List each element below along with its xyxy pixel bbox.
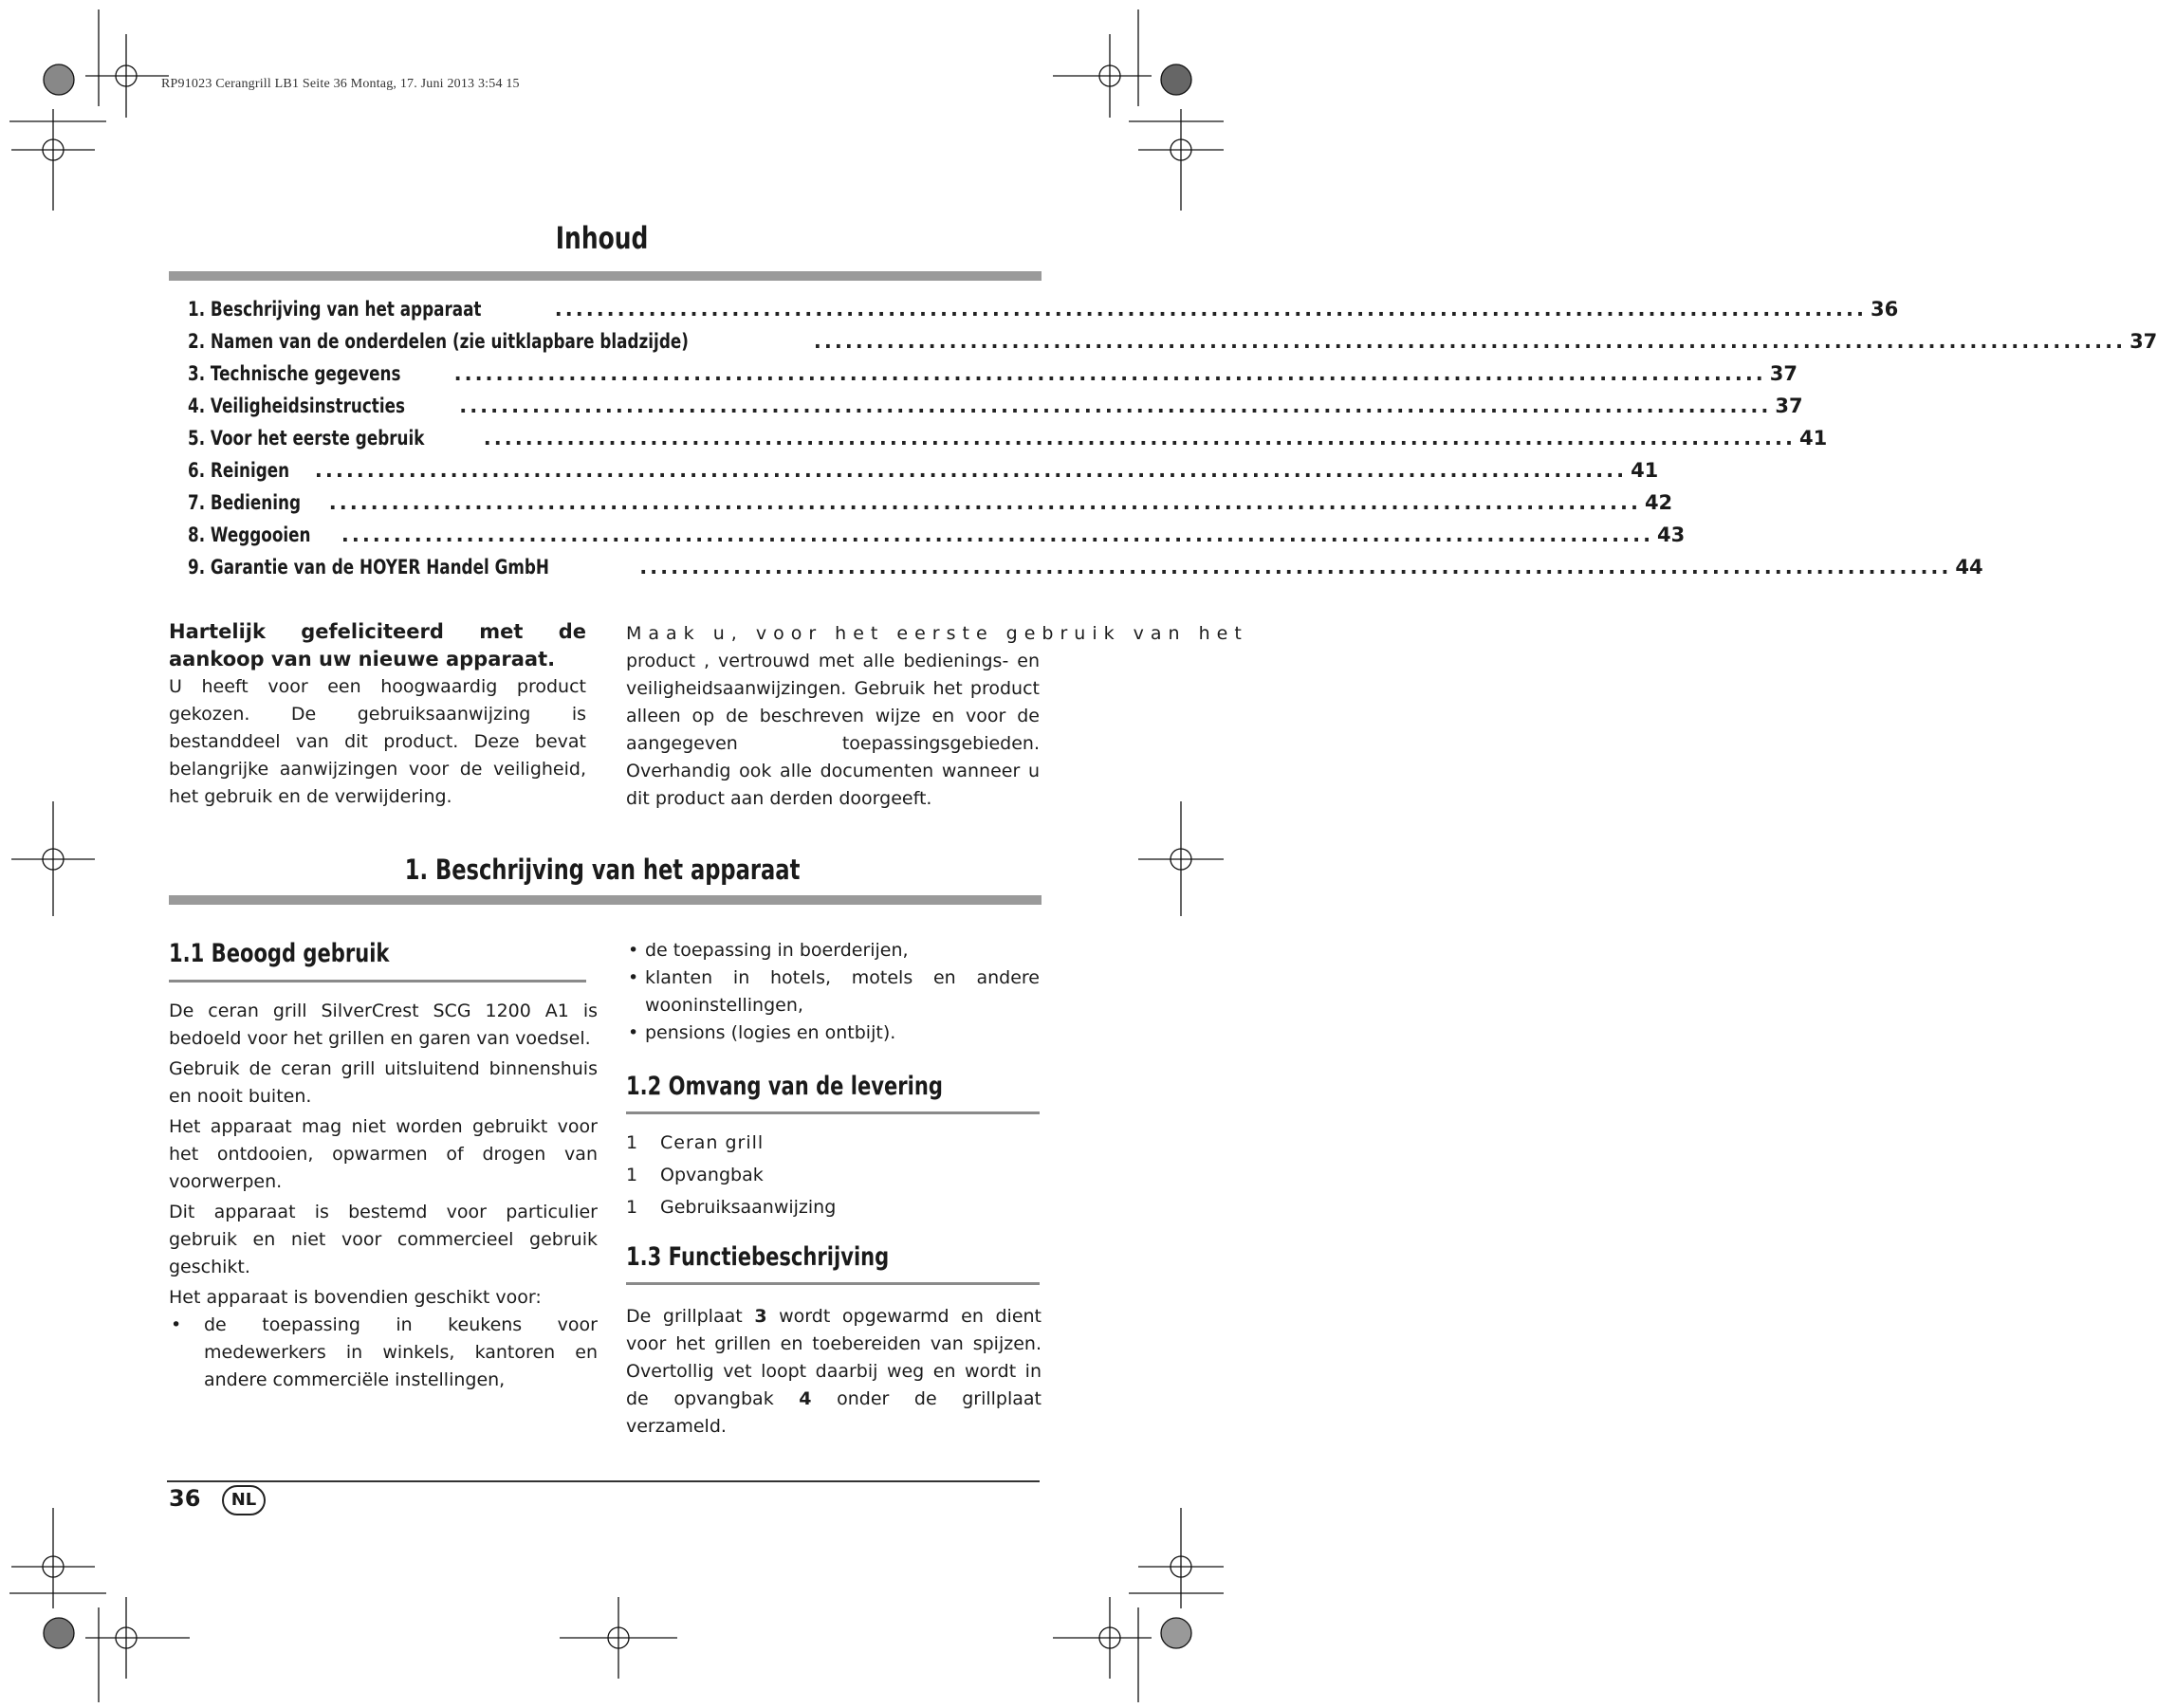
list-item: • de toepassing in keukens voor medewerkers in winkels, kantoren en andere commerciële instellingen, xyxy=(169,1312,598,1394)
paragraph: De ceran grill SilverCrest SCG 1200 A1 is bedoeld voor het grillen en garen van voedsel. xyxy=(169,1001,598,1049)
intro-right xyxy=(626,620,1248,813)
intro-right-text: product , vertrouwd met alle bedienings- en veiligheidsaanwijzingen. Gebruik het product alleen op de beschreven wijze en voor de aangegeven toepassingsgebieden. Overhandig ook alle documenten wanneer u dit product aan derden doorgeeft. xyxy=(626,651,1040,809)
language-badge: NL xyxy=(222,1485,266,1515)
toc-label: 8. Weggooien xyxy=(188,523,311,546)
page-number: 36 xyxy=(169,1485,201,1512)
section-1-1-body xyxy=(169,998,598,1394)
toc-entry[interactable]: 9. Garantie van de HOYER Handel GmbH .............................................................................................................................. 44 xyxy=(188,556,1983,579)
footer-rule xyxy=(167,1480,1040,1482)
page-title: Inhoud xyxy=(556,220,649,256)
intro-right-first: Maak u, voor het eerste gebruik van het xyxy=(626,623,1248,644)
toc-label: 7. Bediening xyxy=(188,491,302,514)
section-1-3-body xyxy=(626,1303,1042,1441)
toc-label: 6. Reinigen xyxy=(188,459,290,482)
list-item: 1 Opvangbak xyxy=(626,1164,764,1185)
paragraph: De grillplaat 3 wordt opgewarmd en dient voor het grillen en toebereiden van spijzen. Overtollig vet loopt daarbij weg en wordt in de opvangbak 4 onder de grillplaat verzameld. xyxy=(626,1306,1042,1437)
heading-rule xyxy=(626,1111,1040,1114)
table-of-contents xyxy=(188,298,2157,588)
intro-left-text: U heeft voor een hoogwaardig product gekozen. De gebruiksaanwijzing is bestanddeel van dit product. Deze bevat belangrijke aanwijzingen voor de veiligheid, het gebruik en de verwijdering. xyxy=(169,676,586,807)
toc-label: 3. Technische gegevens xyxy=(188,362,401,385)
title-bar xyxy=(169,271,1042,281)
toc-label: 4. Veiligheidsinstructies xyxy=(188,395,405,417)
toc-label: 2. Namen van de onderdelen (zie uitklapbare bladzijde) xyxy=(188,330,689,353)
toc-page: 37 xyxy=(1769,362,1798,385)
toc-entry[interactable]: 6. Reinigen .............................................................................................................................. 41 xyxy=(188,459,1659,482)
intro-left xyxy=(169,618,586,811)
heading-rule xyxy=(169,980,586,983)
paragraph: Gebruik de ceran grill uitsluitend binnenshuis en nooit buiten. xyxy=(169,1058,598,1107)
toc-page: 44 xyxy=(1955,556,1983,579)
toc-page: 41 xyxy=(1631,459,1659,482)
heading-rule xyxy=(626,1282,1040,1285)
toc-page: 37 xyxy=(1775,395,1803,417)
toc-page: 42 xyxy=(1644,491,1673,514)
paragraph: Het apparaat is bovendien geschikt voor: xyxy=(169,1287,542,1308)
section-1-1-cont xyxy=(626,937,1040,1047)
list-item: • pensions (logies en ontbijt). xyxy=(626,1019,1040,1047)
bullet-list xyxy=(626,964,1040,1047)
toc-entry[interactable]: 7. Bediening .............................................................................................................................. 42 xyxy=(188,491,1673,514)
heading-1-1: 1.1 Beoogd gebruik xyxy=(169,939,390,968)
toc-entry[interactable]: 2. Namen van de onderdelen (zie uitklapbare bladzijde) .............................................................................................................................. 37 xyxy=(188,330,2157,353)
toc-label: 5. Voor het eerste gebruik xyxy=(188,427,425,450)
toc-page: 37 xyxy=(2129,330,2157,353)
bullet-list xyxy=(169,1312,598,1394)
list-item: • de toepassing in boerderijen, xyxy=(626,937,1040,964)
intro-lead: Hartelijk gefeliciteerd met de aankoop van uw nieuwe apparaat. xyxy=(169,620,586,670)
supply-list xyxy=(626,1127,1040,1223)
toc-entry[interactable]: 1. Beschrijving van het apparaat .............................................................................................................................. 36 xyxy=(188,298,1899,321)
list-item: • klanten in hotels, motels en andere wooninstellingen, xyxy=(626,964,1040,1019)
section-title: 1. Beschrijving van het apparaat xyxy=(404,854,801,886)
print-slug: RP91023 Cerangrill LB1 Seite 36 Montag, 17. Juni 2013 3:54 15 xyxy=(161,77,520,91)
toc-label: 9. Garantie van de HOYER Handel GmbH xyxy=(188,556,549,579)
paragraph: Het apparaat mag niet worden gebruikt voor het ontdooien, opwarmen of drogen van voorwerpen. xyxy=(169,1116,598,1192)
toc-label: 1. Beschrijving van het apparaat xyxy=(188,298,482,321)
paragraph: Dit apparaat is bestemd voor particulier gebruik en niet voor commercieel gebruik geschikt. xyxy=(169,1202,598,1277)
heading-1-2: 1.2 Omvang van de levering xyxy=(626,1072,943,1101)
toc-page: 41 xyxy=(1798,427,1828,450)
section-bar xyxy=(169,895,1042,905)
toc-entry[interactable]: 5. Voor het eerste gebruik .............................................................................................................................. 41 xyxy=(188,427,1828,450)
toc-page: 36 xyxy=(1870,298,1899,321)
toc-entry[interactable]: 3. Technische gegevens .............................................................................................................................. 37 xyxy=(188,362,1798,385)
list-item: 1 Ceran grill xyxy=(626,1131,765,1153)
bullet-list xyxy=(626,937,1040,964)
heading-1-3: 1.3 Functiebeschrijving xyxy=(626,1242,890,1272)
toc-entry[interactable]: 8. Weggooien .............................................................................................................................. 43 xyxy=(188,523,1686,546)
list-item: 1 Gebruiksaanwijzing xyxy=(626,1196,837,1218)
toc-page: 43 xyxy=(1657,523,1686,546)
toc-entry[interactable]: 4. Veiligheidsinstructies .............................................................................................................................. 37 xyxy=(188,395,1803,417)
